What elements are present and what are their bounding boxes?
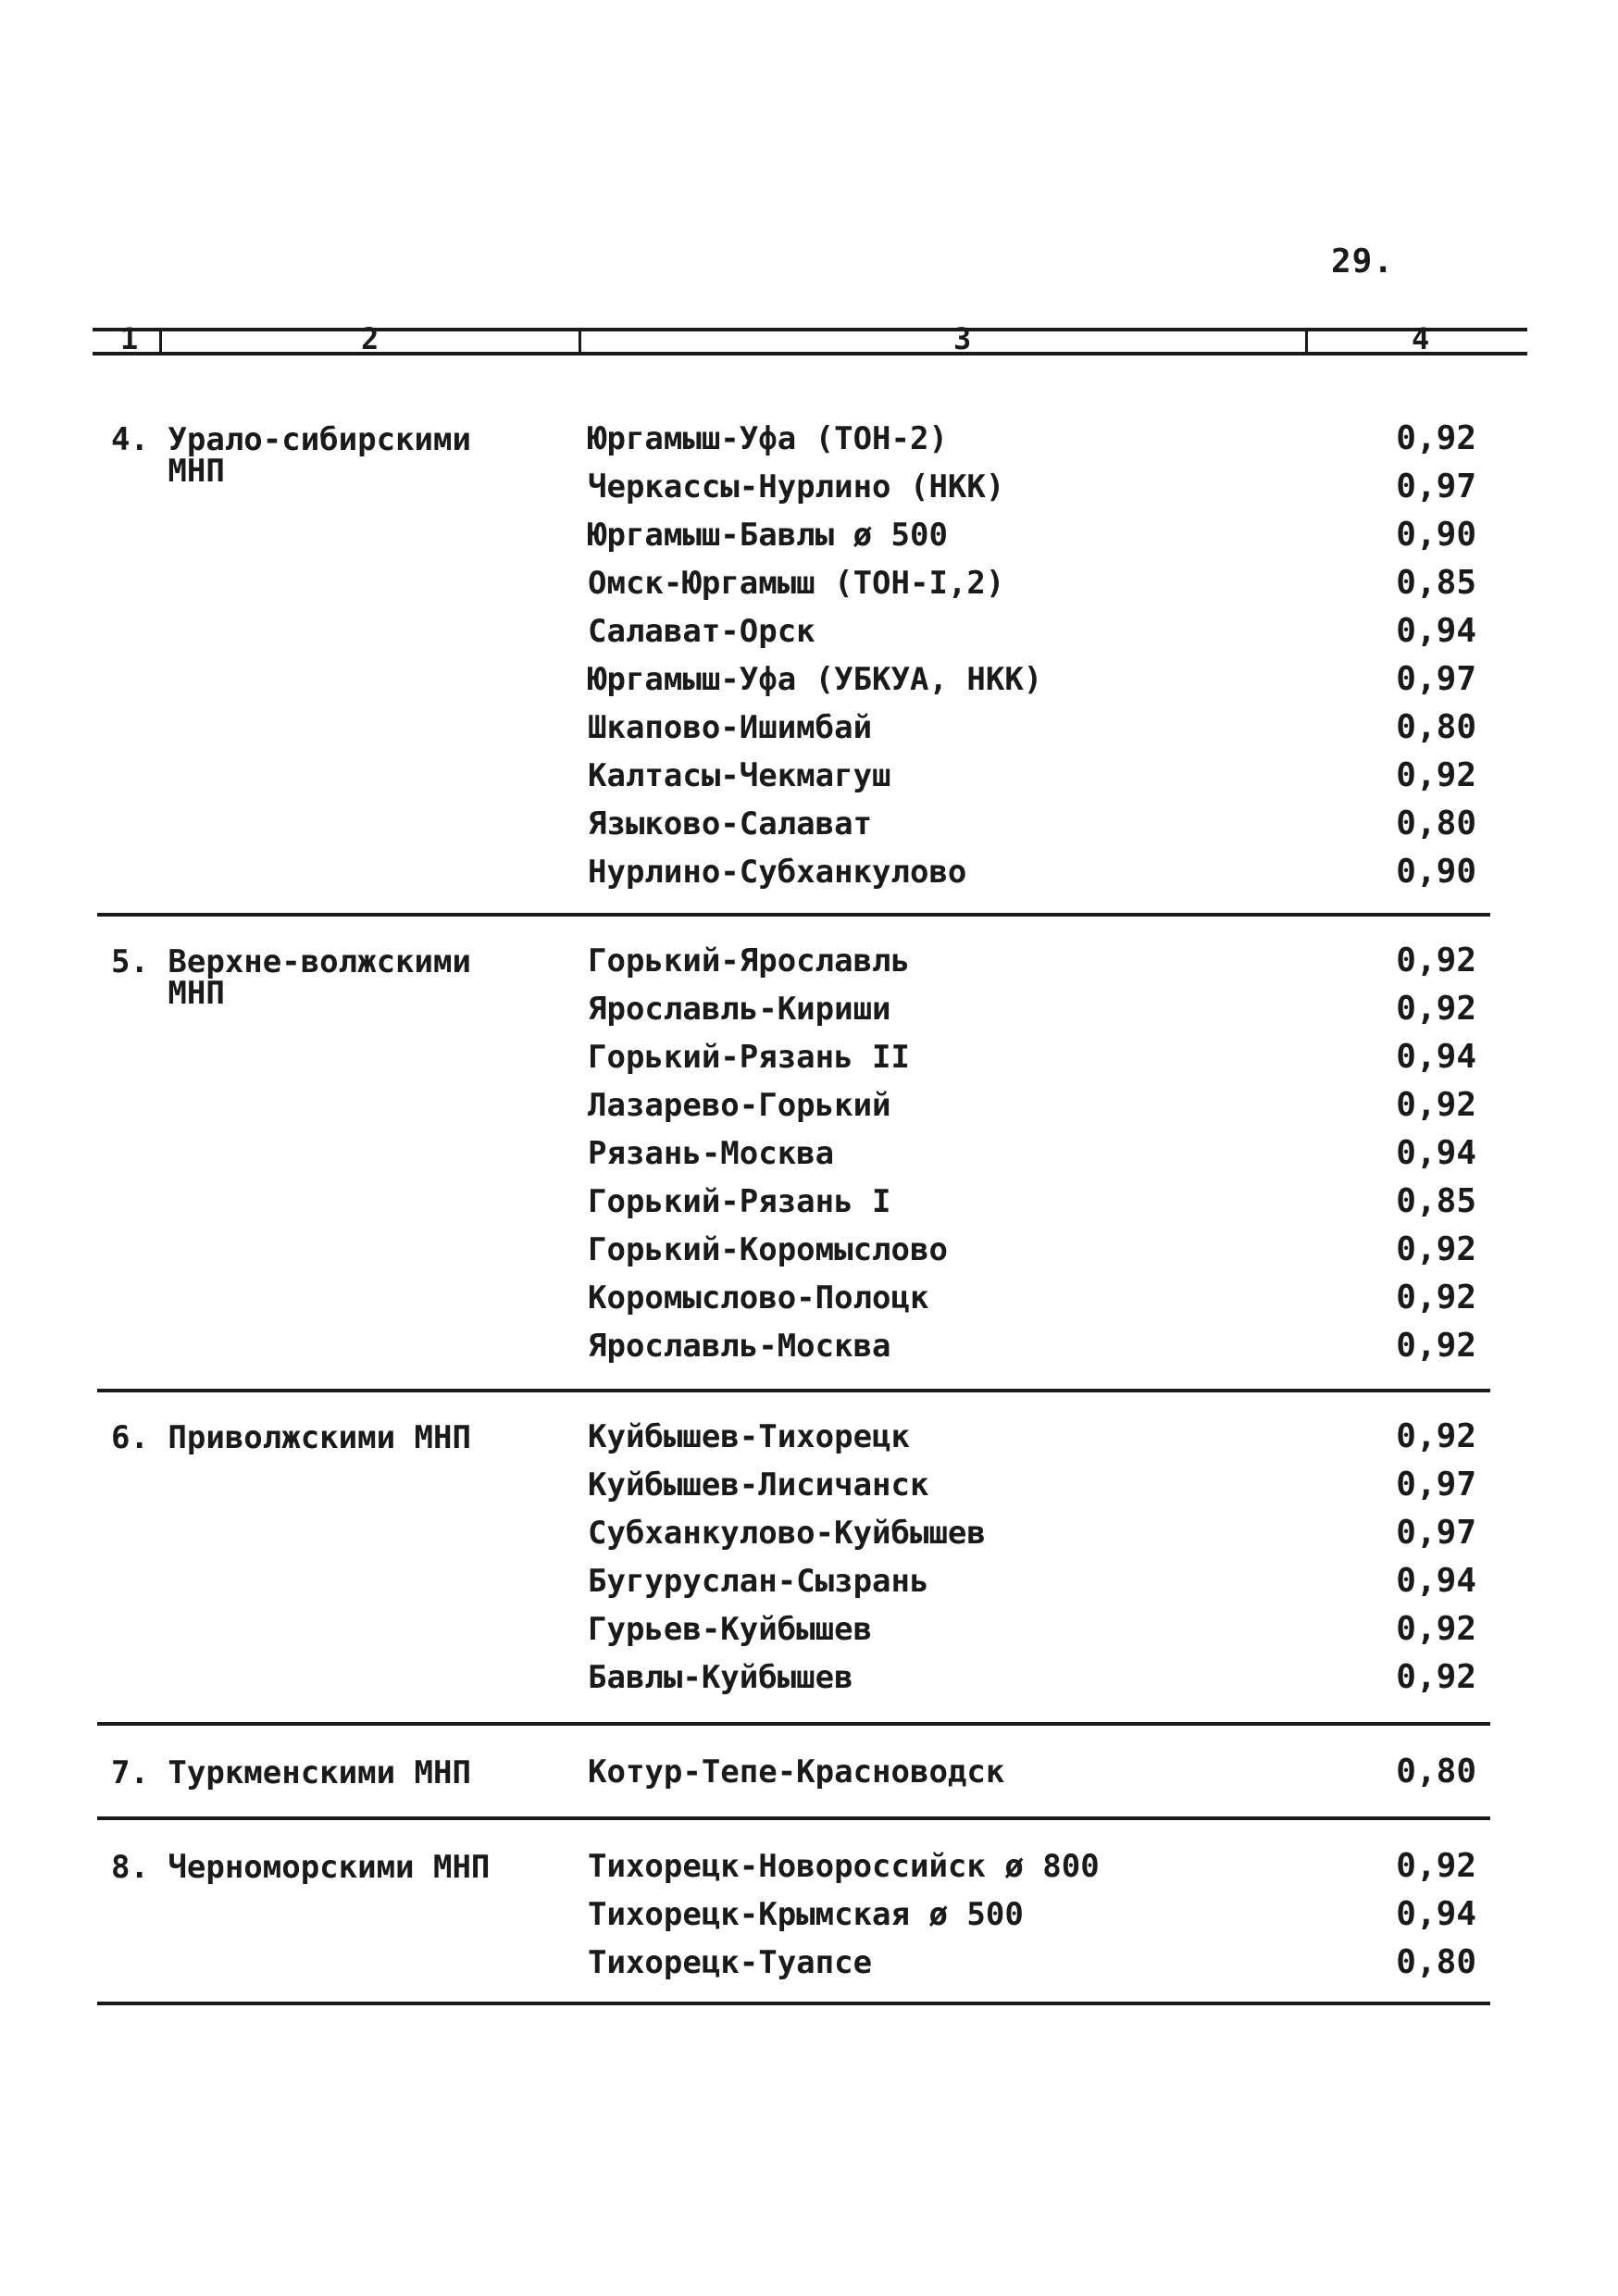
route-name: Бавлы-Куйбышев	[588, 1659, 853, 1696]
coefficient-value: 0,97	[1396, 660, 1476, 698]
route-name: Рязань-Москва	[588, 1135, 835, 1172]
coefficient-value: 0,92	[1396, 756, 1476, 794]
coefficient-value: 0,92	[1396, 419, 1476, 457]
route-name: Юргамыш-Уфа (УБКУА, НКК)	[588, 661, 1043, 698]
route-name: Бугуруслан-Сызрань	[588, 1563, 929, 1600]
table-row	[0, 559, 1618, 607]
table-row	[0, 1413, 1618, 1461]
route-name: Коромыслово-Полоцк	[588, 1279, 929, 1316]
coefficient-value: 0,94	[1396, 1038, 1476, 1076]
coefficient-value: 0,90	[1396, 853, 1476, 891]
coefficient-value: 0,80	[1396, 1753, 1476, 1791]
section-divider	[97, 913, 1490, 917]
coefficient-value: 0,92	[1396, 1279, 1476, 1316]
route-name: Тихорецк-Крымская ø 500	[588, 1896, 1024, 1933]
column-number-1: 1	[120, 321, 139, 356]
coefficient-value: 0,92	[1396, 1086, 1476, 1124]
table-row	[0, 800, 1618, 848]
coefficient-value: 0,92	[1396, 1658, 1476, 1696]
table-row	[0, 1322, 1618, 1370]
coefficient-value: 0,80	[1396, 708, 1476, 746]
coefficient-value: 0,80	[1396, 805, 1476, 842]
coefficient-value: 0,92	[1396, 1327, 1476, 1365]
table-row	[0, 1461, 1618, 1509]
section-title: 7. Туркменскими МНП	[111, 1754, 471, 1791]
section-title: 5. Верхне-волжскими МНП	[111, 943, 471, 1012]
table-row	[0, 985, 1618, 1033]
coefficient-value: 0,97	[1396, 1514, 1476, 1552]
table-row	[0, 655, 1618, 704]
route-name: Омск-Юргамыш (ТОН-I,2)	[588, 565, 1005, 602]
table-row	[0, 415, 1618, 463]
route-name: Ярославль-Москва	[588, 1328, 891, 1365]
route-name: Горький-Рязань I	[588, 1183, 891, 1220]
column-number-4: 4	[1412, 321, 1430, 356]
coefficient-value: 0,92	[1396, 942, 1476, 980]
coefficient-value: 0,97	[1396, 468, 1476, 505]
route-name: Юргамыш-Бавлы ø 500	[588, 517, 948, 554]
coefficient-value: 0,92	[1396, 1610, 1476, 1648]
route-name: Нурлино-Субханкулово	[588, 854, 967, 891]
coefficient-value: 0,92	[1396, 990, 1476, 1028]
table-row	[0, 1557, 1618, 1605]
table-row	[0, 607, 1618, 655]
coefficient-value: 0,85	[1396, 564, 1476, 602]
table-row	[0, 463, 1618, 511]
route-name: Калтасы-Чекмагуш	[588, 757, 891, 794]
table-row	[0, 937, 1618, 985]
section-divider	[97, 1389, 1490, 1392]
section-divider	[97, 1722, 1490, 1726]
table-row	[0, 1274, 1618, 1322]
coefficient-value: 0,94	[1396, 1134, 1476, 1172]
table-row	[0, 1939, 1618, 1987]
coefficient-value: 0,94	[1396, 1562, 1476, 1600]
coefficient-value: 0,94	[1396, 612, 1476, 650]
table-row	[0, 1509, 1618, 1557]
table-row	[0, 1842, 1618, 1890]
route-name: Котур-Тепе-Красноводск	[588, 1753, 1005, 1791]
table-row	[0, 1748, 1618, 1796]
route-name: Куйбышев-Лисичанск	[588, 1466, 929, 1504]
table-row	[0, 1605, 1618, 1653]
route-name: Шкапово-Ишимбай	[588, 709, 873, 746]
table-row	[0, 1890, 1618, 1939]
route-name: Ярославль-Кириши	[588, 991, 891, 1028]
table-row	[0, 752, 1618, 800]
route-name: Лазарево-Горький	[588, 1087, 891, 1124]
table-row	[0, 704, 1618, 752]
route-name: Горький-Рязань II	[588, 1039, 910, 1076]
table-row	[0, 1129, 1618, 1178]
coefficient-value: 0,92	[1396, 1847, 1476, 1885]
route-name: Субханкулово-Куйбышев	[588, 1515, 986, 1552]
coefficient-value: 0,90	[1396, 516, 1476, 554]
route-name: Гурьев-Куйбышев	[588, 1611, 873, 1648]
coefficient-value: 0,94	[1396, 1895, 1476, 1933]
section-title: 4. Урало-сибирскими МНП	[111, 421, 471, 490]
route-name: Черкассы-Нурлино (НКК)	[588, 468, 1005, 505]
column-number-3: 3	[953, 321, 972, 356]
coefficient-value: 0,85	[1396, 1182, 1476, 1220]
route-name: Языково-Салават	[588, 805, 873, 842]
section-title: 6. Приволжскими МНП	[111, 1419, 471, 1456]
table-row	[0, 1081, 1618, 1129]
column-number-2: 2	[361, 321, 380, 356]
route-name: Куйбышев-Тихорецк	[588, 1418, 910, 1455]
route-name: Тихорецк-Новороссийск ø 800	[588, 1848, 1100, 1885]
coefficient-value: 0,92	[1396, 1230, 1476, 1268]
coefficient-value: 0,80	[1396, 1943, 1476, 1981]
section-title: 8. Черноморскими МНП	[111, 1849, 491, 1886]
table-row	[0, 1226, 1618, 1274]
coefficient-value: 0,92	[1396, 1417, 1476, 1455]
table-row	[0, 848, 1618, 896]
route-name: Салават-Орск	[588, 613, 815, 650]
section-divider	[97, 1816, 1490, 1820]
coefficient-value: 0,97	[1396, 1466, 1476, 1504]
table-row	[0, 511, 1618, 559]
section-divider	[97, 2002, 1490, 2005]
route-name: Тихорецк-Туапсе	[588, 1944, 873, 1981]
table-row	[0, 1178, 1618, 1226]
table-row	[0, 1033, 1618, 1081]
table-row	[0, 1653, 1618, 1702]
page-number: 29.	[1331, 243, 1395, 281]
route-name: Горький-Ярославль	[588, 942, 910, 980]
route-name: Горький-Коромыслово	[588, 1231, 948, 1268]
route-name: Юргамыш-Уфа (ТОН-2)	[588, 420, 948, 457]
